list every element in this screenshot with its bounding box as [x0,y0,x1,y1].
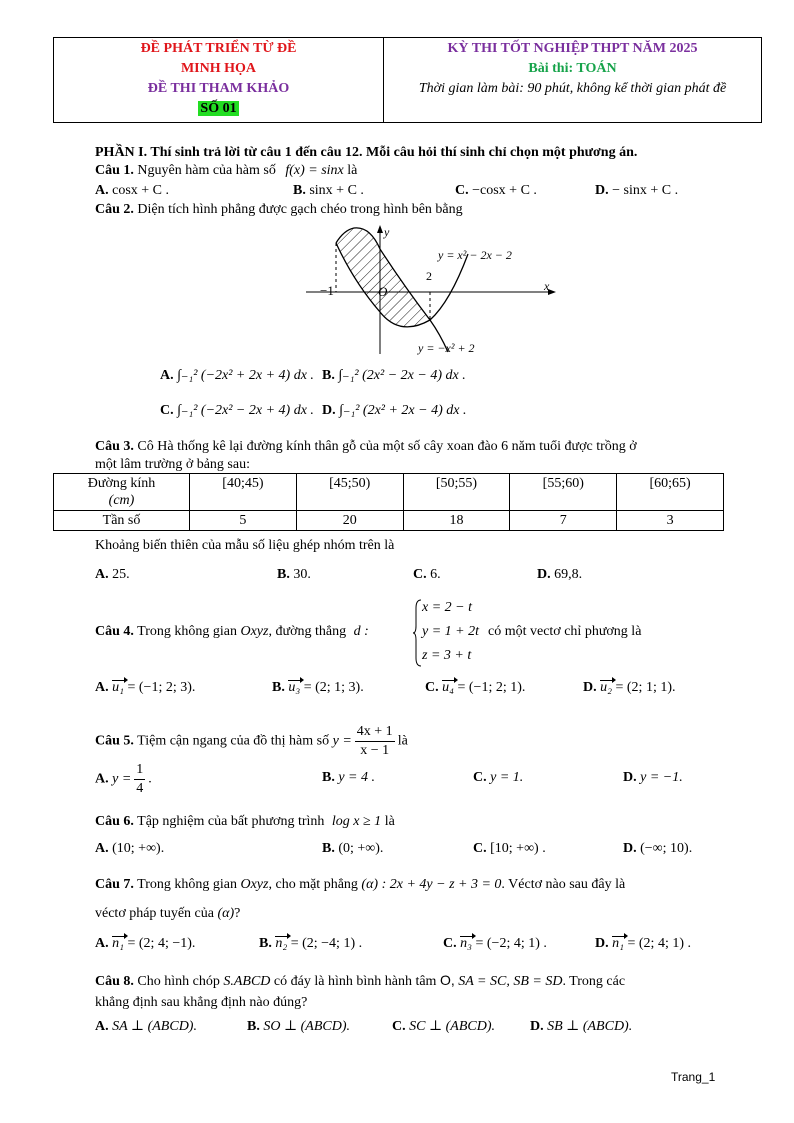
exam-name: KỲ THI TỐT NGHIỆP THPT NĂM 2025 [447,41,698,56]
table-cell: [50;55) [403,474,510,511]
option-text: 30. [293,567,311,582]
table-cell: 18 [403,511,510,531]
q8-text2: có đáy là hình bình hành tâm [273,974,437,989]
option-text: −cosx + C . [472,183,537,198]
option-text: 69,8. [554,567,583,582]
option-letter: A. [95,771,109,787]
system-eq-3: z = 3 + t [422,648,472,663]
option-letter: A. [95,1019,109,1034]
q8-option-d[interactable] [530,1018,632,1036]
option-period: . [148,771,152,787]
fraction-denominator: x − 1 [360,743,390,758]
q8-text-line2: khẳng định sau khẳng định nào đúng? [95,995,308,1010]
question-3 [95,438,637,456]
q7-label: Câu 7. [95,877,134,892]
option-letter: D. [530,1019,544,1034]
option-text: − sinx + C . [612,183,679,198]
header-right [384,38,762,123]
q5-y: y = [332,733,352,749]
option-text: = (2; 1; 3). [303,680,364,695]
q7-text2: , cho mặt phẳng [268,877,358,892]
option-letter: A. [95,183,109,198]
q1-text: Nguyên hàm của hàm số [137,163,276,178]
option-letter: B. [322,368,335,383]
option-letter: A. [95,841,109,856]
option-letter: A. [95,936,109,951]
y-label: y [384,225,390,239]
question-8 [95,971,625,991]
option-letter: C. [392,1019,406,1034]
q7-option-a[interactable] [95,935,195,953]
option-letter: A. [95,567,109,582]
option-text: (0; +∞). [338,841,384,856]
q3-text-line1: Cô Hà thống kê lại đường kính thân gỗ của một số cây xoan đào 6 năm tuổi được trồng ở [137,439,637,454]
table-row [54,474,724,511]
option-letter: D. [623,841,637,856]
q8-option-a[interactable] [95,1018,197,1036]
f2-label: y = −x² + 2 [418,341,475,355]
q3-option-b[interactable] [277,566,311,584]
table-cell: 3 [617,511,724,531]
option-letter: B. [322,770,335,785]
q8-text3: . Trong các [562,974,626,989]
q7-text: Trong không gian [137,877,237,892]
q8-center: O, [439,972,455,988]
q7-alpha: (α) [217,906,235,921]
q1-option-a[interactable] [95,182,169,200]
table-cell: 7 [510,511,617,531]
q7-qmark: ? [234,906,241,921]
q1-label: Câu 1. [95,163,134,178]
header-left-line2: MINH HỌA [180,61,257,76]
option-letter: C. [425,680,439,695]
q5-text: Tiệm cận ngang của đồ thị hàm số [137,733,330,749]
subject: Bài thi: TOÁN [528,61,617,76]
two-label: 2 [426,269,432,283]
option-text: y = −1. [640,770,683,785]
q2-graph [300,222,580,358]
table-row [54,511,724,531]
system-eq-1: x = 2 − t [422,600,472,615]
q1-option-c[interactable] [455,182,537,200]
vector-name: n₁ [612,936,624,951]
q2-option-d[interactable] [322,402,466,420]
option-letter: B. [277,567,290,582]
option-letter: D. [322,403,336,418]
q6-option-b[interactable] [322,840,383,858]
q4-label: Câu 4. [95,624,134,639]
fraction-denominator: 4 [136,781,144,796]
table-head-cell: Tần số [54,511,190,531]
fraction-numerator: 1 [134,761,145,780]
option-text: = (−1; 2; 3). [127,680,196,695]
q7-option-c[interactable] [443,935,547,953]
vector-name: n₃ [460,936,472,951]
q1-expr: f(x) = sinx [285,163,344,178]
q2-option-a[interactable] [160,367,314,385]
option-letter: C. [160,403,174,418]
f1-label: y = x² − 2x − 2 [438,248,512,262]
table-cell: [40;45) [190,474,297,511]
q7-option-d[interactable] [595,935,691,953]
option-letter: B. [247,1019,260,1034]
q5-tail: là [397,733,408,749]
q5-option-d[interactable] [623,769,683,787]
q6-option-d[interactable] [623,840,692,858]
q4-d: d : [353,624,369,639]
vector-name: u₃ [288,680,301,695]
option-text: cosx + C . [112,183,170,198]
exam-header [53,37,762,123]
option-text: = (2; −4; 1) . [290,936,363,951]
option-text: (−∞; 10). [640,841,693,856]
q4-option-d[interactable] [583,679,676,697]
table-head-cell [54,474,190,511]
q4-text2: , đường thẳng [268,624,347,639]
question-5 [95,723,408,760]
q7-plane: (α) : 2x + 4y − z + 3 = 0 [361,877,502,892]
minus1-label: −1 [320,283,334,298]
option-text: ∫₋₁² (−2x² − 2x + 4) dx . [177,403,314,418]
q1-option-d[interactable] [595,182,678,200]
option-letter: D. [623,770,637,785]
vector-name: n₂ [275,936,288,951]
q5-label: Câu 5. [95,733,134,749]
option-text: SO ⊥ (ABCD). [263,1019,350,1034]
frequency-table [53,473,724,531]
option-letter: D. [537,567,551,582]
option-text: ∫₋₁² (−2x² + 2x + 4) dx . [177,368,314,383]
hatched-area [330,222,440,342]
q5-option-b[interactable] [322,769,375,787]
question-2 [95,201,463,219]
q6-expr: log x ≥ 1 [331,814,382,829]
option-text: sinx + C . [309,183,364,198]
question-4 [95,623,369,641]
option-letter: C. [455,183,469,198]
option-letter: C. [413,567,427,582]
option-text: 25. [112,567,130,582]
q4-space: Oxyz [240,624,269,639]
option-text: y = [112,771,132,787]
q2-label: Câu 2. [95,202,134,217]
option-text: = (2; 1; 1). [615,680,676,695]
q7-option-b[interactable] [259,935,362,953]
q3-label: Câu 3. [95,439,134,454]
head-unit: (cm) [108,493,135,508]
q1-tail: là [347,163,358,178]
option-letter: B. [259,936,272,951]
option-letter: C. [473,770,487,785]
option-letter: A. [95,680,109,695]
table-cell: [60;65) [617,474,724,511]
q6-label: Câu 6. [95,814,134,829]
option-text: y = 1. [490,770,524,785]
q7-line2 [95,905,240,923]
q5-fraction [355,723,395,760]
vector-name: n₁ [112,936,124,951]
option-text: SA ⊥ (ABCD). [112,1019,197,1034]
page-number: Trang_1 [671,1070,716,1084]
option-text: ∫₋₁² (2x² + 2x − 4) dx . [339,403,467,418]
question-6 [95,813,395,831]
q7-text-line2: véctơ pháp tuyến của [95,906,214,921]
q8-pyramid: S.ABCD [223,974,271,989]
table-cell: [45;50) [296,474,403,511]
option-text: = (−2; 4; 1) . [475,936,547,951]
head-line: Đường kính [87,476,156,491]
q3-question: Khoảng biến thiên của mẫu số liệu ghép nhóm trên là [95,538,395,553]
system-eq-2: y = 1 + 2t [422,624,479,639]
option-fraction [134,761,145,798]
option-text: = (2; 4; −1). [127,936,196,951]
option-letter: B. [322,841,335,856]
x-label: x [544,279,550,293]
q2-option-b[interactable] [322,367,466,385]
q6-text: Tập nghiệm của bất phương trình [137,814,325,829]
q3-option-d[interactable] [537,566,582,584]
q4-option-c[interactable] [425,679,525,697]
q5-option-a[interactable] [95,761,152,798]
option-letter: D. [595,936,609,951]
q8-condition: SA = SC, SB = SD [458,974,563,989]
question-7 [95,876,625,894]
q8-label: Câu 8. [95,974,134,989]
q8-text: Cho hình chóp [137,974,220,989]
q3-option-c[interactable] [413,566,441,584]
option-letter: B. [293,183,306,198]
option-text: (10; +∞). [112,841,165,856]
table-cell: 5 [190,511,297,531]
option-letter: B. [272,680,285,695]
option-letter: C. [473,841,487,856]
q6-tail: là [384,814,395,829]
option-text: SB ⊥ (ABCD). [547,1019,633,1034]
y-axis-arrow [377,225,383,233]
option-letter: A. [160,368,174,383]
table-cell: [55;60) [510,474,617,511]
table-cell: 20 [296,511,403,531]
exam-code: SỐ 01 [200,101,237,116]
q3-text-line2: một lâm trường ở bảng sau: [95,457,250,472]
part-1-heading: PHẦN I. Thí sinh trả lời từ câu 1 đến câu 12. Mỗi câu hỏi thí sinh chỉ chọn một phương án. [95,145,638,160]
q7-space: Oxyz [240,877,269,892]
option-letter: D. [595,183,609,198]
option-text: 6. [430,567,441,582]
q4-option-b[interactable] [272,679,364,697]
q4-option-a[interactable] [95,679,195,697]
header-left-line1: ĐỀ PHÁT TRIỂN TỪ ĐỀ [140,41,297,56]
q4-text: Trong không gian [137,624,237,639]
q3-option-a[interactable] [95,566,130,584]
q8-option-b[interactable] [247,1018,350,1036]
vector-name: u₄ [442,680,454,695]
q7-text3: . Véctơ nào sau đây là [501,877,626,892]
q2-text: Diện tích hình phẳng được gạch chéo trong hình bên bằng [137,202,463,217]
option-text: ∫₋₁² (2x² − 2x − 4) dx . [338,368,466,383]
header-left-line3: ĐỀ THI THAM KHẢO [147,81,290,96]
q6-option-a[interactable] [95,840,164,858]
option-text: y = 4 . [338,770,376,785]
option-letter: C. [443,936,457,951]
option-text: = (−1; 2; 1). [457,680,526,695]
origin-label: O [378,284,388,299]
option-text: SC ⊥ (ABCD). [409,1019,496,1034]
q2-option-c[interactable] [160,402,314,420]
header-left [54,38,384,123]
q8-option-c[interactable] [392,1018,495,1036]
question-1 [95,162,357,180]
option-text: = (2; 4; 1) . [627,936,691,951]
time-limit: Thời gian làm bài: 90 phút, không kể thời gian phát đề [418,81,727,96]
option-letter: D. [583,680,597,695]
vector-name: u₁ [112,680,124,695]
option-text: [10; +∞) . [490,841,546,856]
q4-tail: có một vectơ chỉ phương là [488,624,642,639]
vector-name: u₂ [600,680,612,695]
q5-option-c[interactable] [473,769,523,787]
q1-option-b[interactable] [293,182,364,200]
q6-option-c[interactable] [473,840,546,858]
fraction-numerator: 4x + 1 [355,723,395,742]
